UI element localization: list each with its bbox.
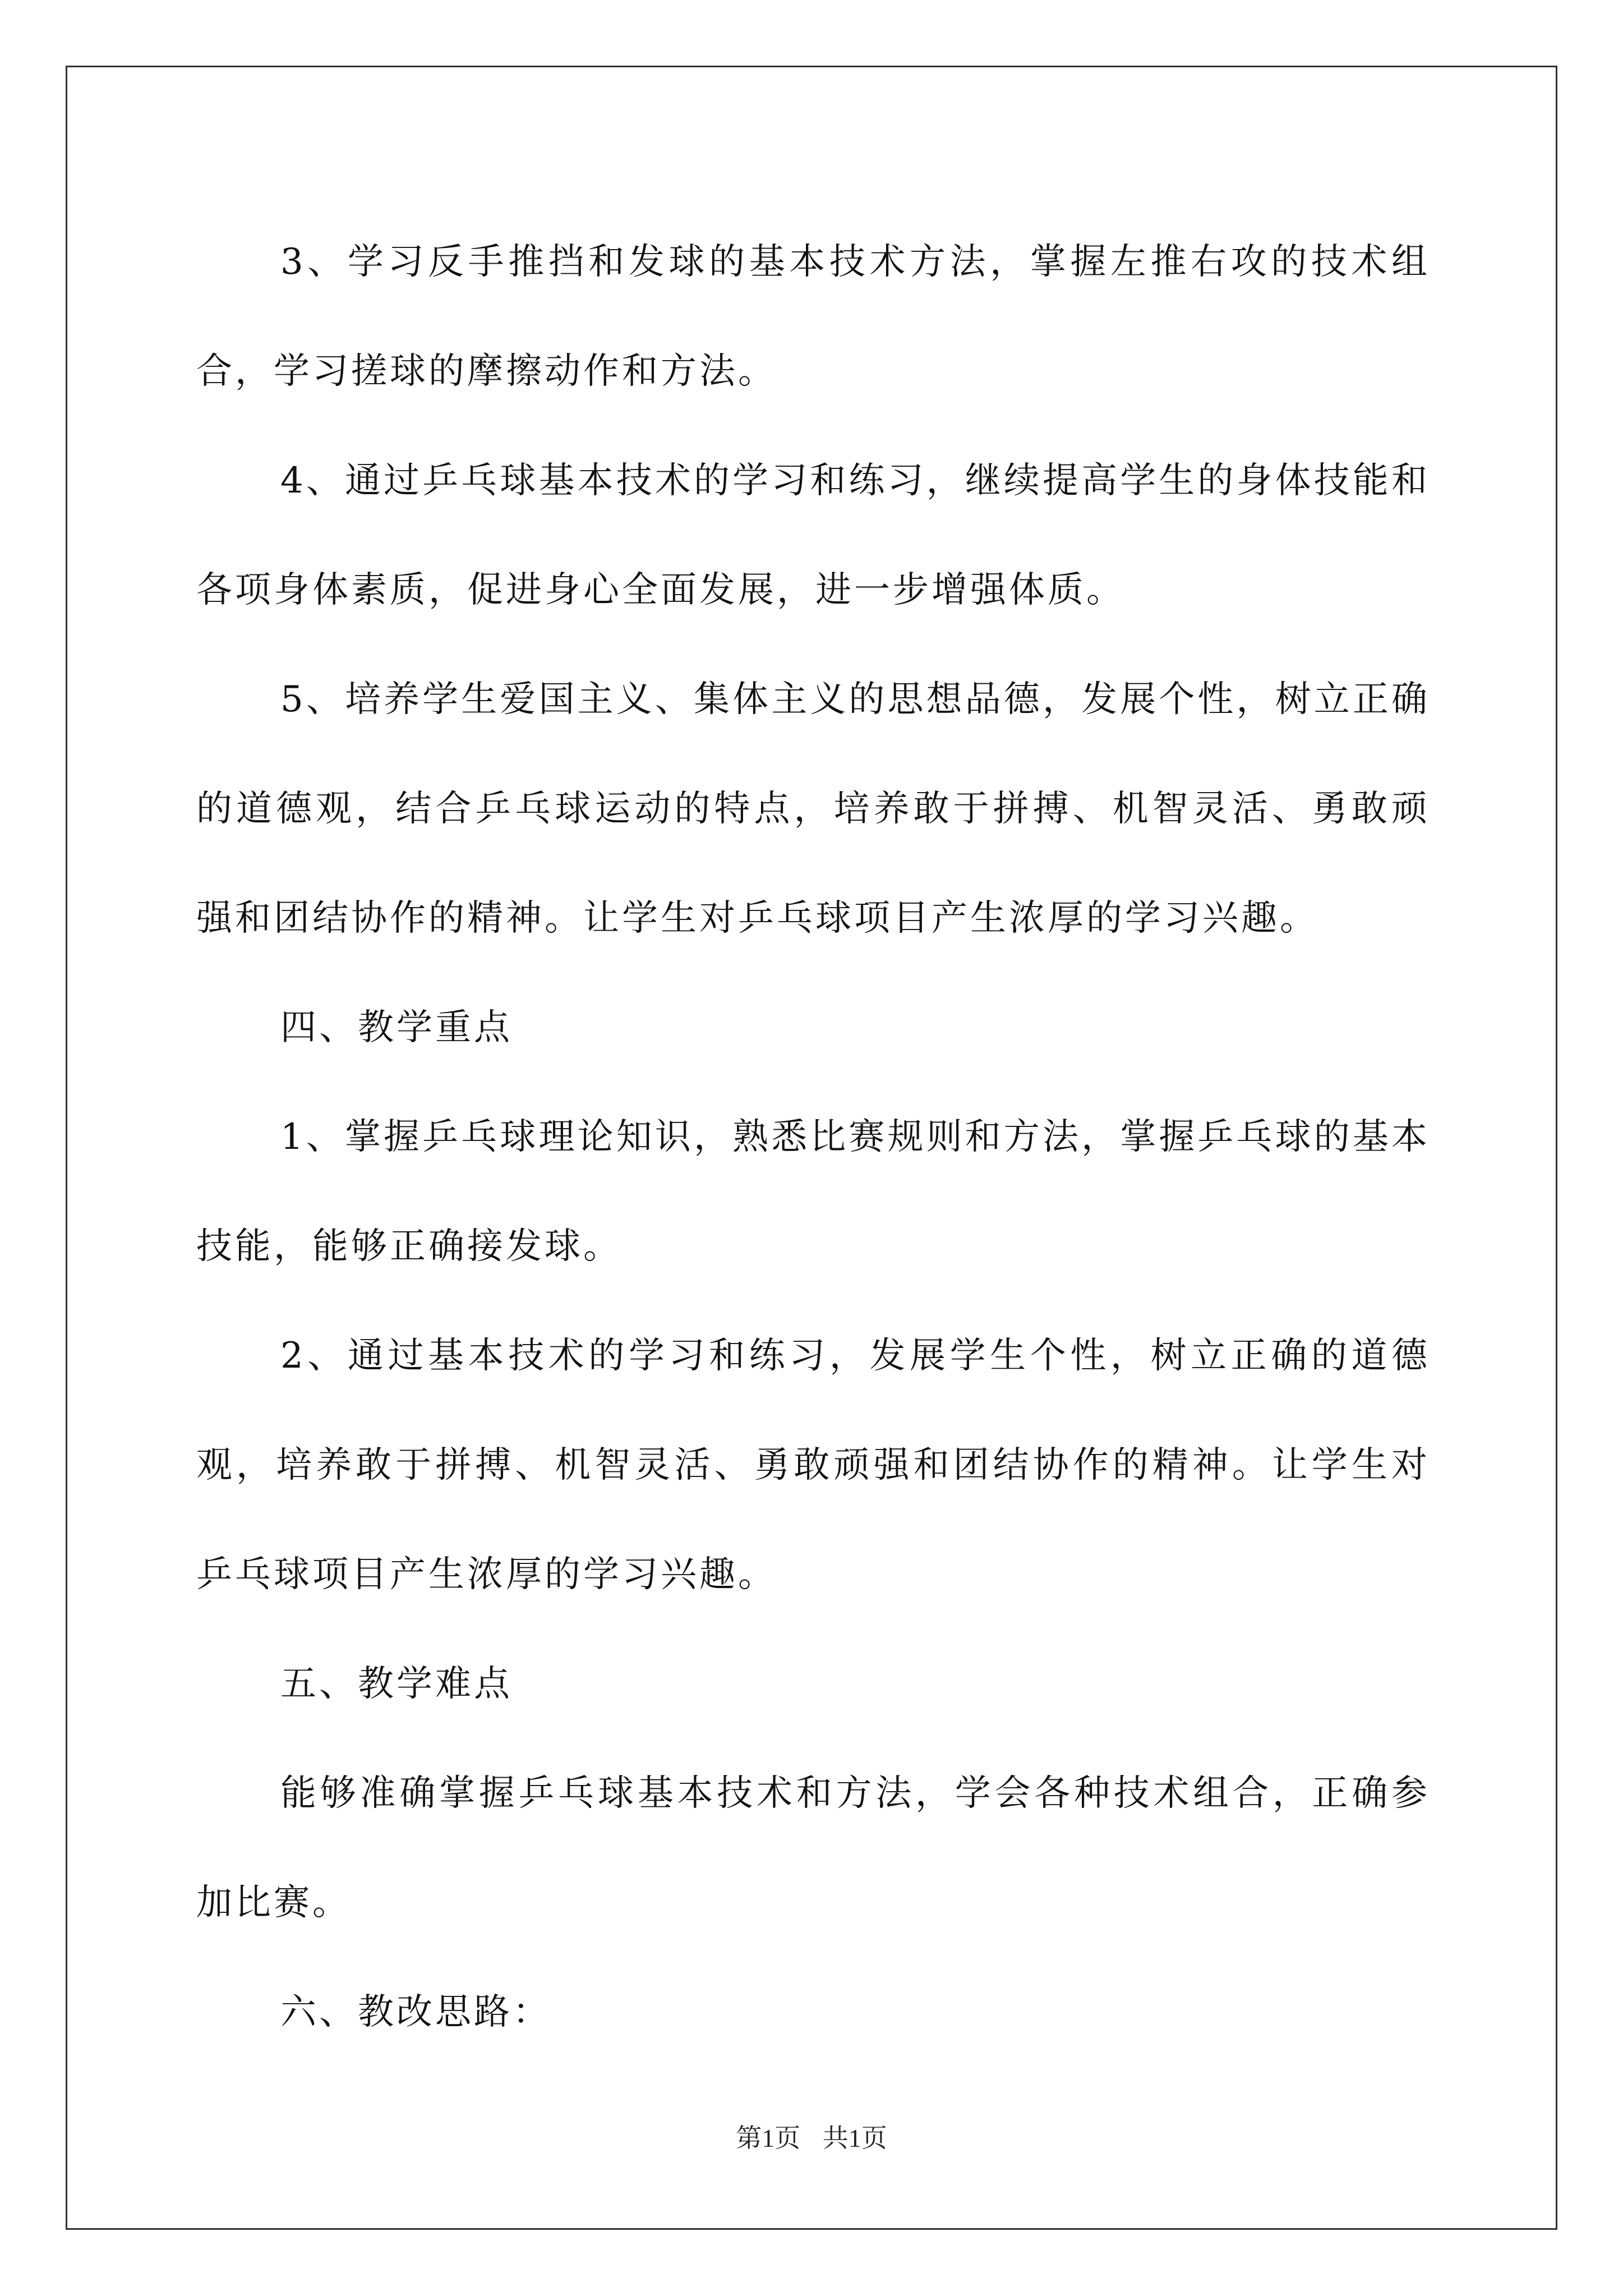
focus-item-2: 2、通过基本技术的学习和练习，发展学生个性，树立正确的道德观，培养敢于拼搏、机智灵活、勇敢顽强和团结协作的精神。让学生对乒乓球项目产生浓厚的学习兴趣。	[196, 1335, 1430, 1595]
page-number: 第1页	[736, 2124, 801, 2152]
page-footer	[0, 2118, 1623, 2155]
document-body	[196, 208, 1430, 2067]
section-heading-teaching-focus: 四、教学重点	[280, 1007, 513, 1048]
paragraph-5: 5、培养学生爱国主义、集体主义的思想品德，发展个性，树立正确的道德观，结合乒乓球运动的特点，培养敢于拼搏、机智灵活、勇敢顽强和团结协作的精神。让学生对乒乓球项目产生浓厚的学习兴趣。	[196, 679, 1430, 939]
section-heading-reform-ideas: 六、教改思路：	[280, 1991, 551, 2033]
focus-item-1: 1、掌握乒乓球理论知识，熟悉比赛规则和方法，掌握乒乓球的基本技能，能够正确接发球。	[196, 1116, 1430, 1267]
paragraph-4: 4、通过乒乓球基本技术的学习和练习，继续提高学生的身体技能和各项身体素质，促进身心全面发展，进一步增强体质。	[196, 460, 1430, 611]
page-total: 共1页	[822, 2124, 887, 2152]
difficulty-paragraph: 能够准确掌握乒乓球基本技术和方法，学会各种技术组合，正确参加比赛。	[196, 1773, 1430, 1924]
paragraph-3: 3、学习反手推挡和发球的基本技术方法，掌握左推右攻的技术组合，学习搓球的摩擦动作和方法。	[196, 241, 1430, 392]
section-heading-teaching-difficulty: 五、教学难点	[280, 1663, 513, 1705]
